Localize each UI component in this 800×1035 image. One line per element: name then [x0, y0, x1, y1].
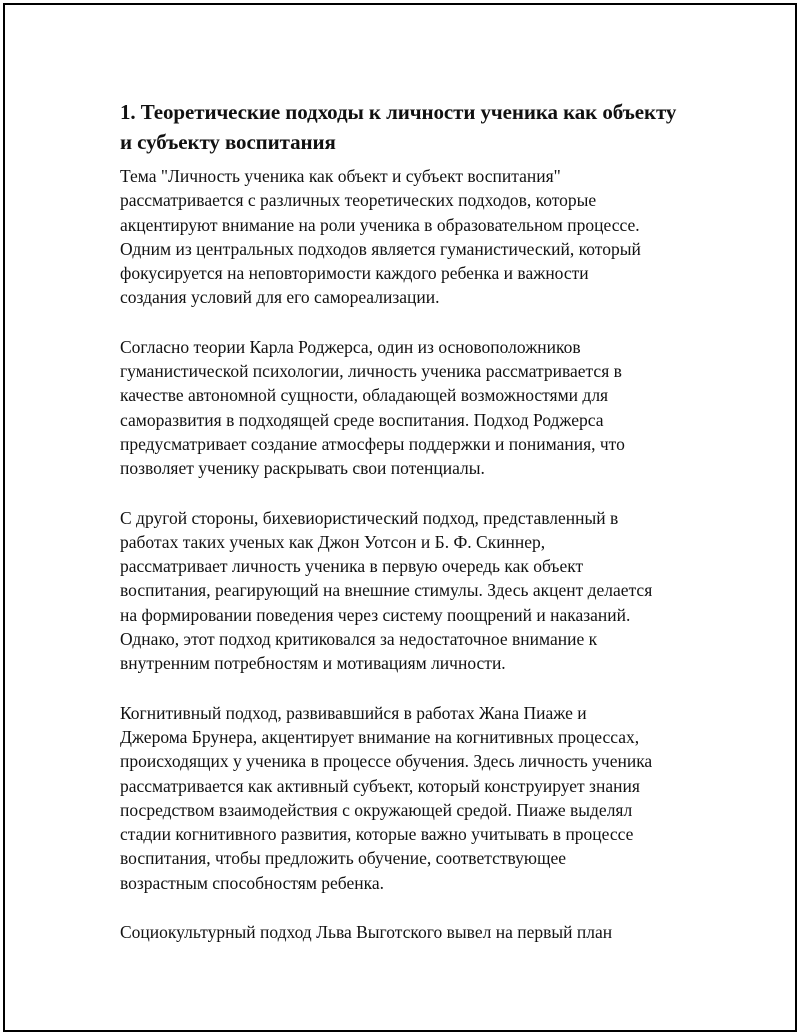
text-line: Социокультурный подход Льва Выготского вывел на первый план: [120, 922, 613, 943]
text-line: Джерома Брунера, акцентирует внимание на когнитивных процессах,: [120, 726, 640, 747]
text-line: Однако, этот подход критиковался за недостаточное внимание к: [120, 629, 598, 650]
document-body: [120, 97, 700, 944]
heading-line: и субъекту воспитания: [120, 130, 336, 154]
text-line: С другой стороны, бихевиористический подход, представленный в: [120, 507, 619, 528]
text-line: рассматривается как активный субъект, который конструирует знания: [120, 775, 640, 796]
text-line: работах таких ученых как Джон Уотсон и Б. Ф. Скиннер,: [120, 531, 546, 552]
text-line: возрастным способностям ребенка.: [120, 872, 384, 893]
paragraph-sociocultural: [120, 920, 700, 944]
text-line: происходящих у ученика в процессе обучения. Здесь личность ученика: [120, 751, 653, 772]
text-line: саморазвития в подходящей среде воспитания. Подход Роджерса: [120, 409, 604, 430]
text-line: Одним из центральных подходов является гуманистический, который: [120, 238, 641, 259]
text-line: предусматривает создание атмосферы поддержки и понимания, что: [120, 433, 625, 454]
text-line: акцентируют внимание на роли ученика в образовательном процессе.: [120, 214, 640, 235]
document-page: [3, 3, 797, 1032]
text-line: фокусируется на неповторимости каждого ребенка и важности: [120, 263, 589, 284]
text-line: воспитания, чтобы предложить обучение, соответствующее: [120, 848, 566, 869]
text-line: на формировании поведения через систему поощрений и наказаний.: [120, 604, 631, 625]
heading-line: 1. Теоретические подходы к личности ученика как объекту: [120, 100, 677, 124]
text-line: стадии когнитивного развития, которые важно учитывать в процессе: [120, 824, 634, 845]
paragraph-cognitive: [120, 701, 700, 895]
text-line: создания условий для его самореализации.: [120, 287, 440, 308]
section-heading: [120, 97, 700, 157]
text-line: качестве автономной сущности, обладающей возможностями для: [120, 385, 609, 406]
text-line: Согласно теории Карла Роджерса, один из основоположников: [120, 336, 581, 357]
text-line: Тема "Личность ученика как объект и субъект воспитания": [120, 166, 561, 186]
text-line: внутренним потребностям и мотивациям личности.: [120, 653, 506, 674]
text-line: рассматривает личность ученика в первую очередь как объект: [120, 556, 584, 577]
text-line: позволяет ученику раскрывать свои потенциалы.: [120, 458, 485, 479]
paragraph-rogers: [120, 335, 700, 481]
text-line: посредством взаимодействия с окружающей средой. Пиаже выделял: [120, 799, 633, 820]
text-line: рассматривается с различных теоретических подходов, которые: [120, 190, 597, 211]
text-line: воспитания, реагирующий на внешние стимулы. Здесь акцент делается: [120, 580, 653, 601]
paragraph-behaviorism: [120, 506, 700, 676]
text-line: Когнитивный подход, развивавшийся в работах Жана Пиаже и: [120, 702, 587, 723]
paragraph-intro: [120, 164, 700, 310]
text-line: гуманистической психологии, личность ученика рассматривается в: [120, 361, 622, 382]
